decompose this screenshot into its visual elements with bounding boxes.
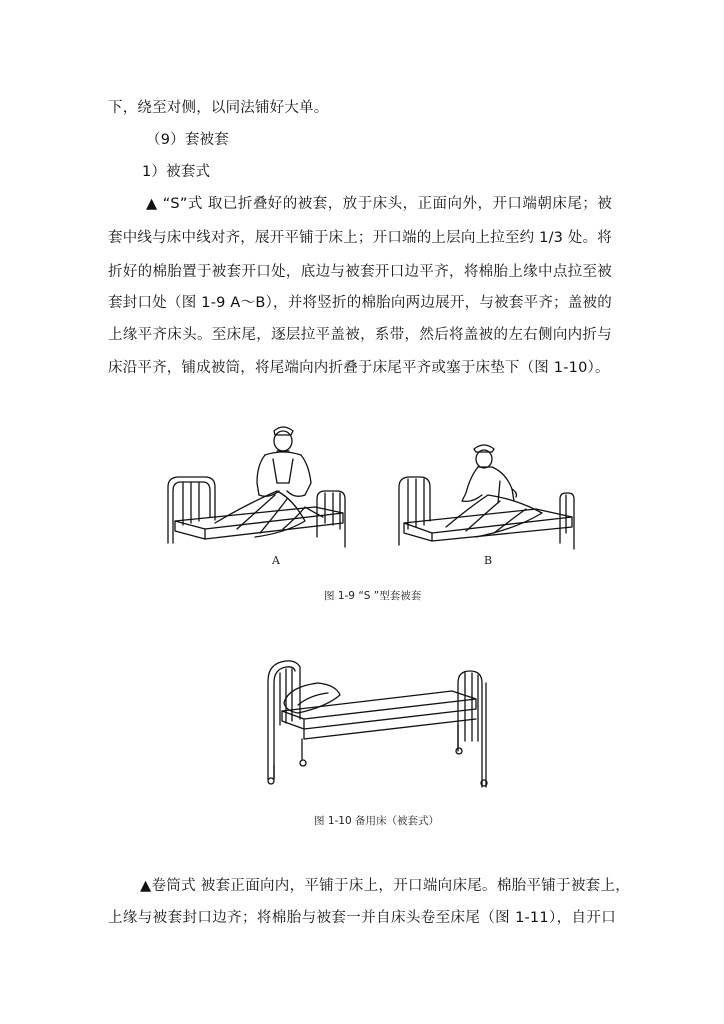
text-line: 折好的棉胎置于被套开口处，底边与被套开口边平齐，将棉胎上缘中点拉至被 (108, 264, 612, 280)
text-line: 上缘与被套封口边齐；将棉胎与被套一并自床头卷至床尾（图 1-11），自开口 (108, 910, 616, 926)
text-line: 床沿平齐，铺成被筒，将尾端向内折叠于床尾平齐或塞于床垫下（图 1-10）。 (108, 360, 610, 376)
text-line: ▲ “S”式 取已折叠好的被套，放于床头，正面向外，开口端朝床尾；被 (146, 196, 612, 212)
figure-1-9-b-illustration (396, 437, 578, 552)
text-line: 套封口处（图 1-9 A～B），并将竖折的棉胎向两边展开，与被套平齐；盖被的 (108, 295, 612, 311)
figure-1-10-caption: 图 1-10 备用床（被套式） (314, 815, 440, 827)
figure-1-9-caption: 图 1-9 “S ”型套被套 (324, 590, 422, 602)
subsection-heading-1: 1）被套式 (142, 164, 211, 180)
figure-1-10-illustration (262, 655, 494, 787)
figure-1-9-label-a: A (272, 554, 280, 567)
text-line: 下，绕至对侧，以同法铺好大单。 (108, 100, 329, 116)
section-heading-9: （9）套被套 (146, 132, 229, 148)
figure-1-9-label-b: B (484, 554, 493, 567)
figure-1-9-a-illustration (165, 425, 350, 550)
text-line: 套中线与床中线对齐，展开平铺于床上；开口端的上层向上拉至约 1/3 处。将 (108, 230, 612, 246)
text-line: 上缘平齐床头。至床尾，逐层拉平盖被，系带，然后将盖被的左右侧向内折与 (108, 327, 612, 343)
text-line: ▲卷筒式 被套正面向内，平铺于床上，开口端向床尾。棉胎平铺于被套上， (140, 878, 630, 894)
